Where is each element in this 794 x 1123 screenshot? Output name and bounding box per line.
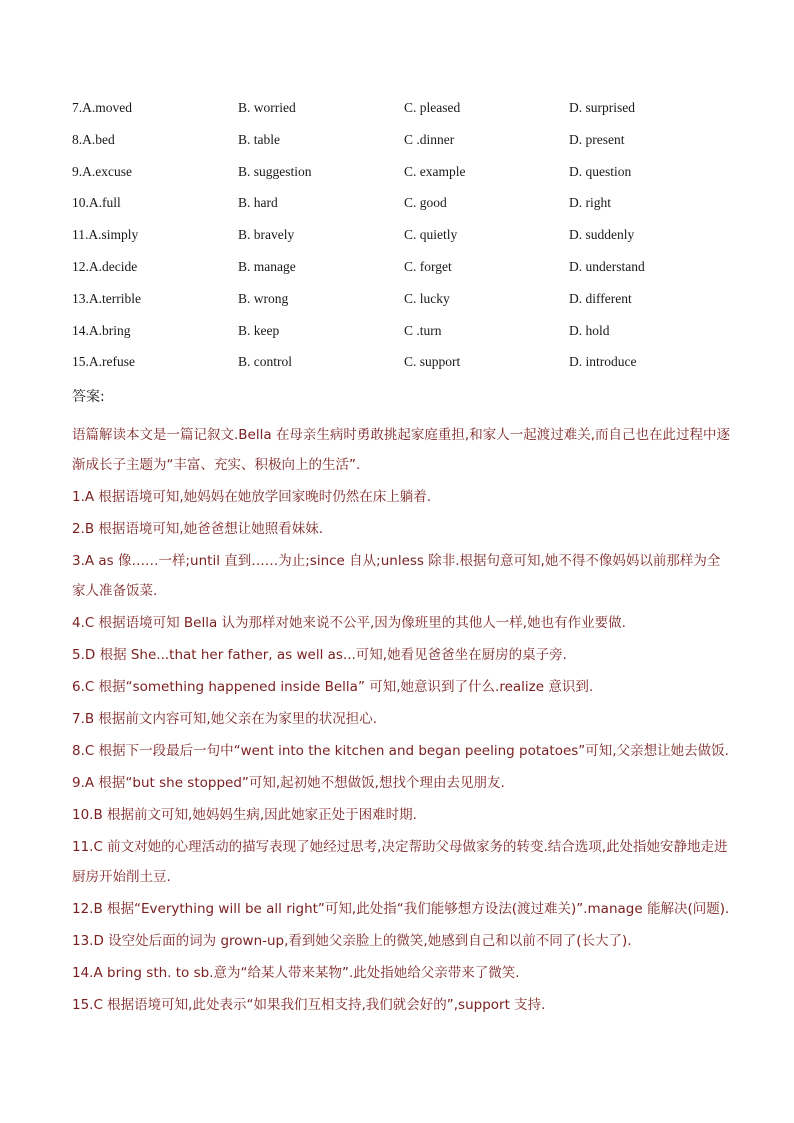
option-b: B. suggestion bbox=[238, 163, 312, 179]
explanation-item: 12.B 根据“Everything will be all right”可知,此处指“我们能够想方设法(渡过难关)”.manage 能解决(问题). bbox=[72, 901, 730, 917]
option-b: B. wrong bbox=[238, 290, 289, 306]
option-c: C .turn bbox=[404, 322, 442, 338]
option-c: C .dinner bbox=[404, 131, 455, 147]
option-b: B. table bbox=[238, 131, 280, 147]
option-a: 13.A.terrible bbox=[72, 290, 141, 306]
option-c: C. support bbox=[404, 354, 461, 370]
explanation-item: 2.B 根据语境可知,她爸爸想让她照看妹妹. bbox=[72, 521, 324, 537]
explanation-item: 15.C 根据语境可知,此处表示“如果我们互相支持,我们就会好的”,support 支持. bbox=[72, 997, 546, 1013]
option-row bbox=[72, 259, 752, 291]
option-d: D. understand bbox=[569, 258, 645, 274]
option-c: C. lucky bbox=[404, 290, 450, 306]
explanation-item: 3.A as 像……一样;until 直到……为止;since 自从;unless 除非.根据句意可知,她不得不像妈妈以前那样为全家人准备饭菜. bbox=[72, 553, 721, 599]
option-d: D. hold bbox=[569, 322, 610, 338]
option-a: 10.A.full bbox=[72, 195, 121, 211]
option-a: 11.A.simply bbox=[72, 227, 139, 243]
option-b: B. control bbox=[238, 354, 292, 370]
option-c: C. quietly bbox=[404, 227, 458, 243]
answer-explanations bbox=[72, 420, 732, 1022]
option-d: D. introduce bbox=[569, 354, 637, 370]
explanation-item: 14.A bring sth. to sb.意为“给某人带来某物”.此处指她给父亲带来了微笑. bbox=[72, 965, 520, 981]
option-b: B. keep bbox=[238, 322, 280, 338]
option-d: D. present bbox=[569, 131, 625, 147]
option-b: B. worried bbox=[238, 100, 296, 115]
explanation-item: 1.A 根据语境可知,她妈妈在她放学回家晚时仍然在床上躺着. bbox=[72, 489, 431, 505]
explanation-item: 13.D 设空处后面的词为 grown-up,看到她父亲脸上的微笑,她感到自己和以前不同了(长大了). bbox=[72, 933, 632, 949]
option-d: D. surprised bbox=[569, 100, 635, 115]
explanation-item: 11.C 前文对她的心理活动的描写表现了她经过思考,决定帮助父母做家务的转变.结合选项,此处指她安静地走进厨房开始削土豆. bbox=[72, 839, 728, 885]
option-d: D. question bbox=[569, 163, 632, 179]
explanation-item: 6.C 根据“something happened inside Bella” 可知,她意识到了什么.realize 意识到. bbox=[72, 679, 594, 695]
option-c: C. forget bbox=[404, 258, 452, 274]
option-row bbox=[72, 100, 752, 132]
option-c: C. example bbox=[404, 163, 466, 179]
option-b: B. bravely bbox=[238, 227, 295, 243]
option-c: C. pleased bbox=[404, 100, 461, 115]
option-row bbox=[72, 354, 752, 386]
option-row bbox=[72, 164, 752, 196]
option-d: D. suddenly bbox=[569, 227, 635, 243]
option-b: B. manage bbox=[238, 258, 296, 274]
option-a: 12.A.decide bbox=[72, 258, 138, 274]
option-b: B. hard bbox=[238, 195, 278, 211]
explanation-item: 5.D 根据 She...that her father, as well as...可知,她看见爸爸坐在厨房的桌子旁. bbox=[72, 647, 567, 663]
explanation-item: 4.C 根据语境可知 Bella 认为那样对她来说不公平,因为像班里的其他人一样,她也有作业要做. bbox=[72, 615, 626, 631]
options-table bbox=[72, 100, 752, 386]
option-c: C. good bbox=[404, 195, 447, 211]
option-row bbox=[72, 195, 752, 227]
option-d: D. right bbox=[569, 195, 611, 211]
option-row bbox=[72, 291, 752, 323]
option-a: 15.A.refuse bbox=[72, 354, 135, 370]
option-a: 7.A.moved bbox=[72, 100, 132, 115]
explanation-item: 9.A 根据“but she stopped”可知,起初她不想做饭,想找个理由去见朋友. bbox=[72, 775, 505, 791]
answers-heading: 答案: bbox=[72, 389, 105, 405]
option-a: 14.A.bring bbox=[72, 322, 131, 338]
explanation-item: 8.C 根据下一段最后一句中“went into the kitchen and began peeling potatoes”可知,父亲想让她去做饭. bbox=[72, 743, 729, 759]
option-d: D. different bbox=[569, 290, 632, 306]
passage-summary: 语篇解读本文是一篇记叙文.Bella 在母亲生病时勇敢挑起家庭重担,和家人一起渡过难关,而自己也在此过程中逐渐成长子主题为“丰富、充实、积极向上的生活”. bbox=[72, 427, 731, 473]
explanation-item: 10.B 根据前文可知,她妈妈生病,因此她家正处于困难时期. bbox=[72, 807, 417, 823]
option-a: 9.A.excuse bbox=[72, 163, 132, 179]
option-a: 8.A.bed bbox=[72, 131, 115, 147]
option-row bbox=[72, 323, 752, 355]
explanation-item: 7.B 根据前文内容可知,她父亲在为家里的状况担心. bbox=[72, 711, 378, 727]
option-row bbox=[72, 227, 752, 259]
option-row bbox=[72, 132, 752, 164]
